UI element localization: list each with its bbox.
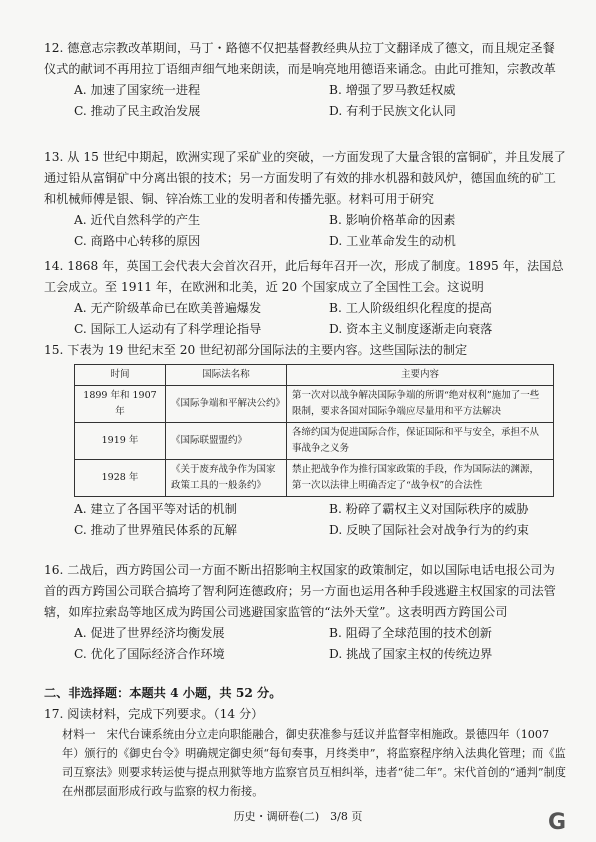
material-one: 材料一 宋代台谏系统由分立走向职能融合，御史获准参与廷议并监督宰相施政。景德四年（1007 年）颁行的《御史台令》明确规定御史须“每旬奏事，月终类申”，将监察程序纳入法典化管理；而《监司互察法》则要求转运使与提点刑狱等地方监察官员互相纠举，违者“徒二年”。宋代首创的“通判”制度在州郡层面形成行政与监察的权力衔接。 bbox=[62, 728, 566, 798]
options bbox=[44, 499, 566, 541]
option-d: D. 挑战了国家主权的传统边界 bbox=[329, 647, 493, 661]
question-17-stem: 17. 阅读材料，完成下列要求。（14 分） bbox=[44, 707, 264, 721]
table-header: 主要内容 bbox=[287, 365, 554, 386]
table-cell: 1899 年和 1907 年 bbox=[75, 386, 166, 423]
section-two bbox=[44, 683, 566, 801]
table-cell: 1928 年 bbox=[75, 460, 166, 497]
table-cell: 第一次对以战争解决国际争端的所谓“绝对权利”施加了一些限制，要求各国对国际争端应尽量用和平方法解决 bbox=[287, 386, 554, 423]
options bbox=[44, 80, 566, 122]
option-c: C. 优化了国际经济合作环境 bbox=[74, 647, 225, 661]
option-c: C. 推动了世界殖民体系的瓦解 bbox=[74, 523, 237, 537]
options bbox=[44, 623, 566, 665]
question-stem: 13. 从 15 世纪中期起，欧洲实现了采矿业的突破，一方面发现了大量含银的富铜矿，并且发展了通过铅从富铜矿中分离出银的技术；另一方面发明了有效的排水机器和鼓风炉，德国血统的矿工和机械师傅是银、铜、锌冶炼工业的发明者和传播先驱。材料可用于研究 bbox=[44, 150, 566, 206]
option-c: C. 国际工人运动有了科学理论指导 bbox=[74, 322, 262, 336]
table-cell: 《关于废弃战争作为国家政策工具的一般条约》 bbox=[166, 460, 287, 497]
question-stem: 16. 二战后，西方跨国公司一方面不断出招影响主权国家的政策制定，如以国际电话电报公司为首的西方跨国公司联合搞垮了智利阿连德政府；另一方面也运用各种手段逃避主权国家的司法管辖，如库拉索岛等地区成为跨国公司逃避国家监管的“法外天堂”。这表明西方跨国公司 bbox=[44, 563, 556, 619]
question-14 bbox=[44, 256, 566, 340]
option-a: A. 建立了各国平等对话的机制 bbox=[74, 502, 237, 516]
option-b: B. 粉碎了霸权主义对国际秩序的威胁 bbox=[329, 502, 529, 516]
question-stem: 15. 下表为 19 世纪末至 20 世纪初部分国际法的主要内容。这些国际法的制定 bbox=[44, 343, 468, 357]
table-cell: 《国际联盟盟约》 bbox=[166, 423, 287, 460]
option-d: D. 有利于民族文化认同 bbox=[329, 104, 456, 118]
table-cell: 禁止把战争作为推行国家政策的手段，作为国际法的渊源，第一次以法律上明确否定了“战争权”的合法性 bbox=[287, 460, 554, 497]
question-15 bbox=[44, 340, 566, 541]
option-c: C. 推动了民主政治发展 bbox=[74, 104, 201, 118]
question-stem: 14. 1868 年，英国工会代表大会首次召开，此后每年召开一次，形成了制度。1895 年，法国总工会成立。至 1911 年，在欧洲和北美，近 20 个国家成立了全国性工会。这说明 bbox=[44, 259, 564, 294]
option-c: C. 商路中心转移的原因 bbox=[74, 234, 201, 248]
table-header: 时间 bbox=[75, 365, 166, 386]
options bbox=[44, 298, 566, 340]
option-d: D. 资本主义制度逐渐走向衰落 bbox=[329, 322, 493, 336]
table-cell: 《国际争端和平解决公约》 bbox=[166, 386, 287, 423]
page-footer: 历史・调研卷(二) 3/8 页 bbox=[233, 810, 363, 823]
question-12 bbox=[44, 38, 566, 122]
option-a: A. 促进了世界经济均衡发展 bbox=[74, 626, 225, 640]
question-16 bbox=[44, 560, 566, 665]
table-header: 国际法名称 bbox=[166, 365, 287, 386]
table-cell: 1919 年 bbox=[75, 423, 166, 460]
option-b: B. 工人阶级组织化程度的提高 bbox=[329, 301, 492, 315]
publisher-logo: G bbox=[548, 810, 567, 835]
options bbox=[44, 210, 566, 252]
law-table bbox=[74, 364, 554, 497]
question-stem: 12. 德意志宗教改革期间，马丁・路德不仅把基督教经典从拉丁文翻译成了德文，而且规定圣餐仪式的献词不再用拉丁语细声细气地来朗读，而是响亮地用德语来诵念。由此可推知，宗教改革 bbox=[44, 41, 556, 76]
option-d: D. 工业革命发生的动机 bbox=[329, 234, 456, 248]
table-row bbox=[75, 423, 554, 460]
table-row bbox=[75, 460, 554, 497]
option-b: B. 阻碍了全球范围的技术创新 bbox=[329, 626, 492, 640]
table-row bbox=[75, 386, 554, 423]
table-header-row bbox=[75, 365, 554, 386]
option-a: A. 近代自然科学的产生 bbox=[74, 213, 201, 227]
question-13 bbox=[44, 147, 566, 252]
option-b: B. 增强了罗马教廷权威 bbox=[329, 83, 456, 97]
option-a: A. 无产阶级革命已在欧美普遍爆发 bbox=[74, 301, 262, 315]
option-d: D. 反映了国际社会对战争行为的约束 bbox=[329, 523, 529, 537]
option-b: B. 影响价格革命的因素 bbox=[329, 213, 456, 227]
table-cell: 各缔约国为促进国际合作，保证国际和平与安全，承担不从事战争之义务 bbox=[287, 423, 554, 460]
section-heading: 二、非选择题：本题共 4 小题，共 52 分。 bbox=[44, 686, 282, 700]
option-a: A. 加速了国家统一进程 bbox=[74, 83, 201, 97]
